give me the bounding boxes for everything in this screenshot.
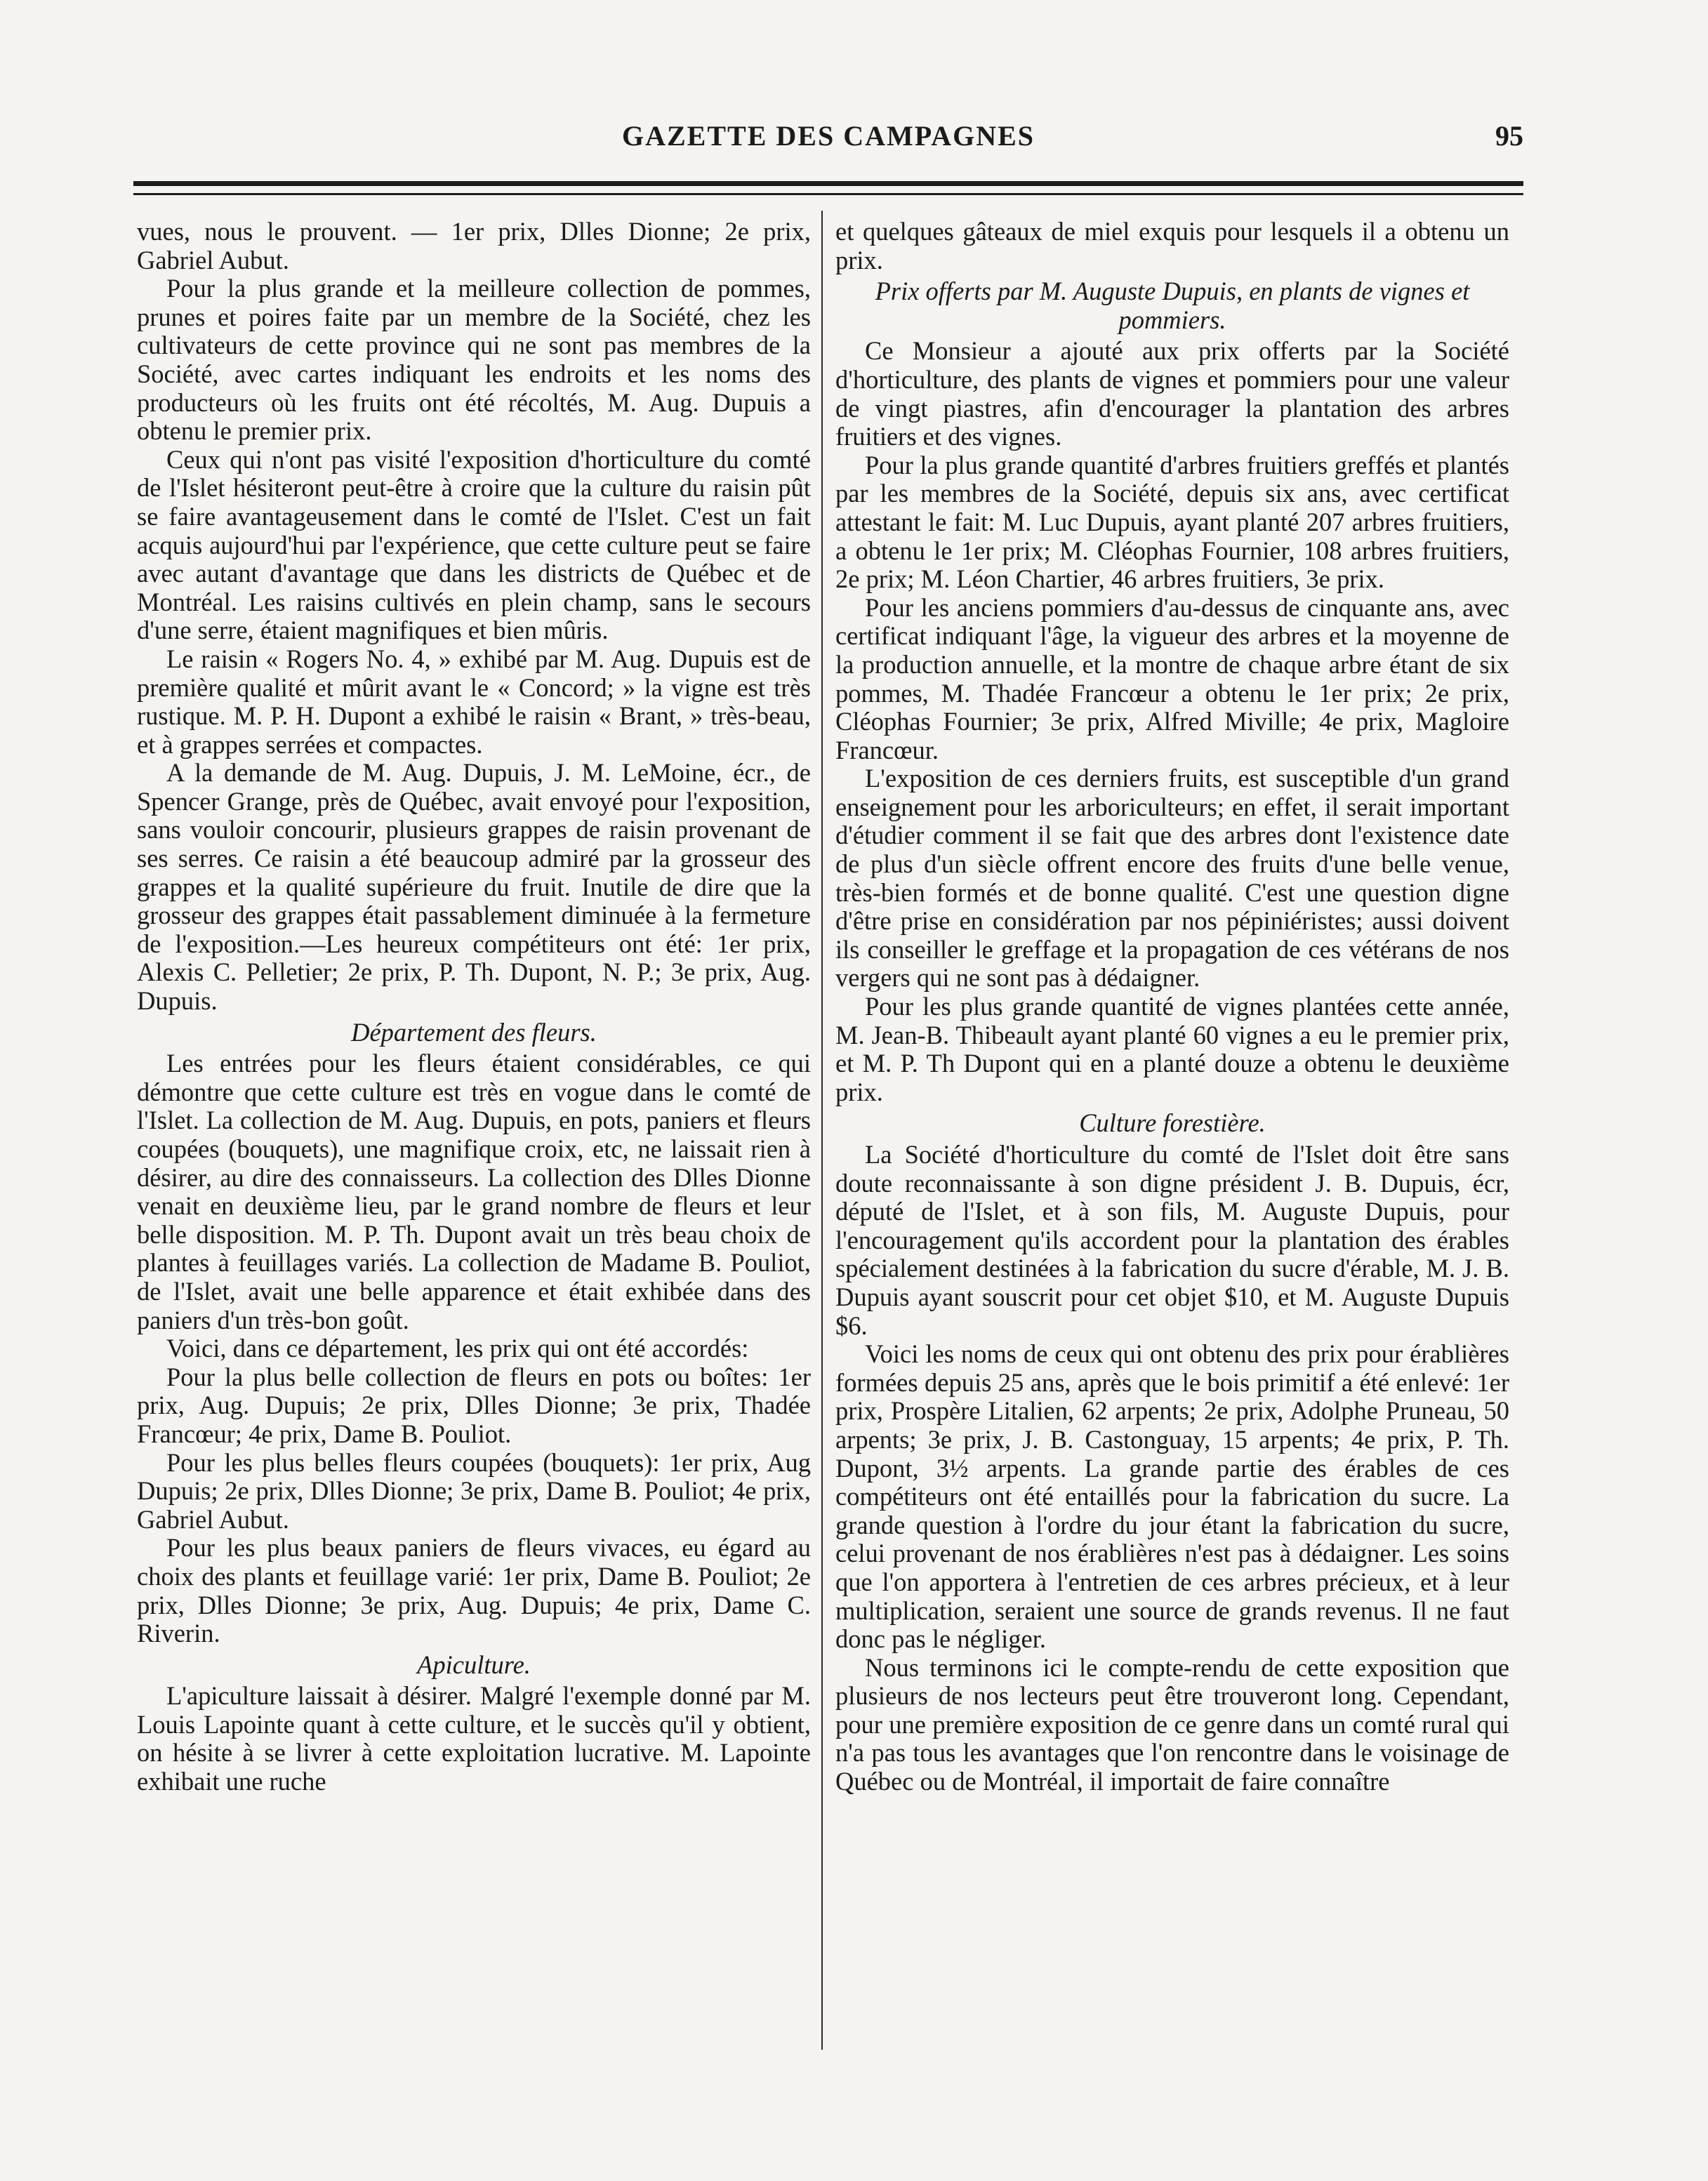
paragraph: Pour les plus belles fleurs coupées (bouquets): 1er prix, Aug Dupuis; 2e prix, Dlles Dionne; 3e prix, Dame B. Pouliot; 4e prix, Gabriel Aubut. xyxy=(137,1447,811,1534)
paragraph: Le raisin « Rogers No. 4, » exhibé par M. Aug. Dupuis est de première qualité et mûrit avant le « Concord; » la vigne est très rustique. M. P. H. Dupont a exhibé le raisin « Brant, » très-beau, et à grappes serrées et compactes. xyxy=(137,644,811,759)
paragraph: vues, nous le prouvent. — 1er prix, Dlles Dionne; 2e prix, Gabriel Aubut. xyxy=(137,218,811,274)
paragraph: L'apiculture laissait à désirer. Malgré l'exemple donné par M. Louis Lapointe quant à cette culture, et le succès qu'il y obtient, on hésite à se livrer à cette exploitation lucrative. M. Lapointe exhibait une ruche xyxy=(137,1681,811,1796)
page-number: 95 xyxy=(1495,120,1523,152)
header-rule-thick xyxy=(133,181,1523,186)
paragraph: Pour les anciens pommiers d'au-dessus de cinquante ans, avec certificat indiquant l'âge, la vigueur des arbres et la moyenne de la production annuelle, et la montre de chaque arbre étant de six pommes, M. Thadée Francœur a obtenu le 1er prix; 2e prix, Cléophas Fournier; 3e prix, Alfred Miville; 4e prix, Magloire Francœur. xyxy=(835,592,1509,764)
paragraph: Pour la plus grande et la meilleure collection de pommes, prunes et poires faite par un membre de la Société, chez les cultivateurs de cette province qui ne sont pas membres de la Société, avec cartes indiquant les endroits et les noms des producteurs où les fruits ont été récoltés, M. Aug. Dupuis a obtenu le premier prix. xyxy=(137,274,811,446)
section-heading: Prix offerts par M. Auguste Dupuis, en plants de vignes et pommiers. xyxy=(875,277,1470,334)
paragraph: Voici les noms de ceux qui ont obtenu des prix pour érablières formées depuis 25 ans, après que le bois primitif a été enlevé: 1er prix, Prospère Litalien, 62 arpents; 2e prix, Adolphe Pruneau, 50 arpents; 3e prix, J. B. Castonguay, 15 arpents; 4e prix, P. Th. Dupont, 3½ arpents. La grande partie des érables de ces compétiteurs ont été entaillés pour la fabrication du sucre. La grande question à l'ordre du jour étant la fabrication du sucre, celui provenant de nos érablières n'est pas à dédaigner. Les soins que l'on apportera à l'entretien de ces arbres précieux, et à leur multiplication, seraient une source de grands revenus. Il ne faut donc pas le négliger. xyxy=(835,1339,1509,1654)
section-heading: Apiculture. xyxy=(417,1650,531,1679)
paragraph: L'exposition de ces derniers fruits, est susceptible d'un grand enseignement pour les arboriculteurs; en effet, il serait important d'étudier comment il se fait que des arbres dont l'existence date de plus d'un siècle offrent encore des fruits d'une belle venue, très-bien formés et de bonne qualité. C'est une question digne d'être prise en considération par nos pépiniéristes; aussi doivent ils conseiller le greffage et la propagation de ces vétérans de nos vergers qui ne sont pas à dédaigner. xyxy=(835,764,1509,993)
paragraph: Voici, dans ce département, les prix qui ont été accordés: xyxy=(166,1334,749,1363)
page-header xyxy=(133,119,1523,161)
paragraph: Ceux qui n'ont pas visité l'exposition d'horticulture du comté de l'Islet hésiteront peut-être à croire que la culture du raisin pût se faire avantageusement dans le comté de l'Islet. C'est un fait acquis aujourd'hui par l'expérience, que cette culture peut se faire avec autant d'avantage que dans les districts de Québec et de Montréal. Les raisins cultivés en plein champ, sans le secours d'une serre, étaient magnifiques et bien mûris. xyxy=(137,444,811,645)
paragraph: Nous terminons ici le compte-rendu de cette exposition que plusieurs de nos lecteurs peut être trouveront long. Cependant, pour une première exposition de ce genre dans un comté rural qui n'a pas tous les avantages que l'on rencontre dans le voisinage de Québec ou de Montréal, il importait de faire connaître xyxy=(835,1652,1509,1796)
left-column xyxy=(137,218,811,2050)
section-heading: Département des fleurs. xyxy=(351,1017,597,1047)
page-title: GAZETTE DES CAMPAGNES xyxy=(621,120,1035,152)
paragraph: A la demande de M. Aug. Dupuis, J. M. LeMoine, écr., de Spencer Grange, près de Québec, avait envoyé pour l'exposition, sans vouloir concourir, plusieurs grappes de raisin provenant de ses serres. Ce raisin a été beaucoup admiré par la grosseur des grappes et la qualité supérieure du fruit. Inutile de dire que la grosseur des grappes était passablement diminuée à la fermeture de l'exposition.—Les heureux compétiteurs ont été: 1er prix, Alexis C. Pelletier; 2e prix, P. Th. Dupont, N. P.; 3e prix, Aug. Dupuis. xyxy=(137,758,811,1016)
paragraph: et quelques gâteaux de miel exquis pour lesquels il a obtenu un prix. xyxy=(835,218,1509,274)
paragraph: Pour la plus belle collection de fleurs en pots ou boîtes: 1er prix, Aug. Dupuis; 2e prix, Dlles Dionne; 3e prix, Thadée Francœur; 4e prix, Dame B. Pouliot. xyxy=(137,1362,811,1448)
paragraph: Pour les plus beaux paniers de fleurs vivaces, eu égard au choix des plants et feuillage varié: 1er prix, Dame B. Pouliot; 2e prix, Dlles Dionne; 3e prix, Aug. Dupuis; 4e prix, Dame C. Riverin. xyxy=(137,1533,811,1648)
paragraph: Pour la plus grande quantité d'arbres fruitiers greffés et plantés par les membres de la Société, depuis six ans, avec certificat attestant le fait: M. Luc Dupuis, ayant planté 207 arbres fruitiers, a obtenu le 1er prix; M. Cléophas Fournier, 108 arbres fruitiers, 2e prix; M. Léon Chartier, 46 arbres fruitiers, 3e prix. xyxy=(835,450,1509,594)
paragraph: Pour les plus grande quantité de vignes plantées cette année, M. Jean-B. Thibeault ayant planté 60 vignes a eu le premier prix, et M. P. Th Dupont qui en a planté douze a obtenu le deuxième prix. xyxy=(835,992,1509,1106)
paragraph: Ce Monsieur a ajouté aux prix offerts par la Société d'horticulture, des plants de vignes et pommiers pour une valeur de vingt piastres, afin d'encourager la plantation des arbres fruitiers et des vignes. xyxy=(835,336,1509,451)
paragraph: Les entrées pour les fleurs étaient considérables, ce qui démontre que cette culture est très en vogue dans le comté de l'Islet. La collection de M. Aug. Dupuis, en pots, paniers et fleurs coupées (bouquets), une magnifique croix, etc, ne laissait rien à désirer, au dire des connaisseurs. La collection des Dlles Dionne venait en deuxième lieu, par le grand nombre de fleurs et leur belle disposition. M. P. Th. Dupont avait un très beau choix de plantes à feuillages variés. La collection de Madame B. Pouliot, de l'Islet, avait une belle apparence et était exhibée dans des paniers d'un très-bon goût. xyxy=(137,1049,811,1334)
header-rule-thin xyxy=(133,193,1523,195)
right-column xyxy=(835,218,1509,2050)
paragraph: La Société d'horticulture du comté de l'Islet doit être sans doute reconnaissante à son digne président J. B. Dupuis, écr, député de l'Islet, et à son fils, M. Auguste Dupuis, pour l'encouragement qu'ils accordent pour la plantation des érables spécialement destinées à la fabrication du sucre d'érable, M. J. B. Dupuis ayant souscrit pour cet objet $10, et M. Auguste Dupuis $6. xyxy=(835,1140,1509,1340)
column-divider xyxy=(821,211,823,2050)
section-heading: Culture forestière. xyxy=(1079,1108,1266,1138)
